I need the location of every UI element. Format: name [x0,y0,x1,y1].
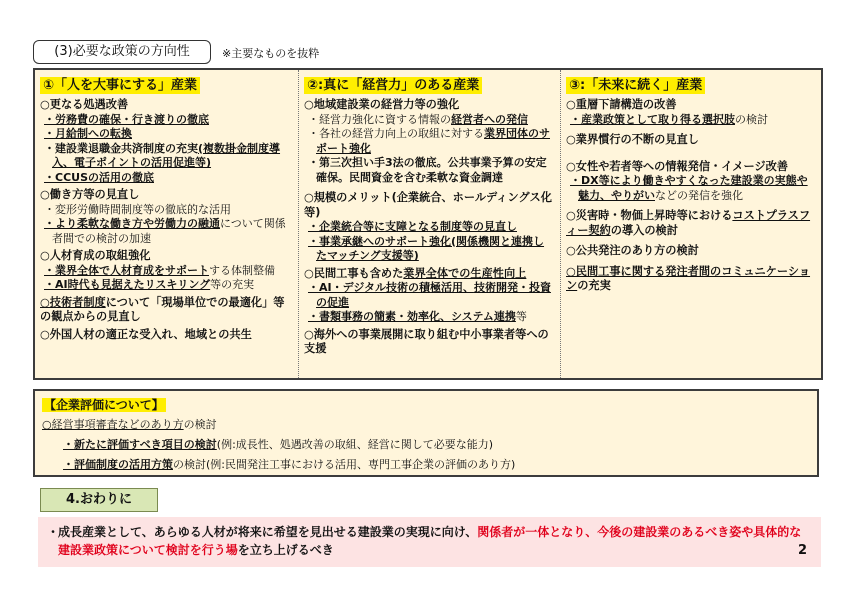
subitem-emphasis: ・業界全体で人材育成をサポート [44,263,209,277]
subitem-emphasis: ・AI・デジタル技術の積極活用、 [308,281,474,294]
subitem-emphasis: ・AI時代も見据えたリスキリング [44,278,211,291]
item-emphasis: コストプラスフィー契約 [566,209,811,237]
subitem-emphasis: ・事業承継へのサポート強化 [308,234,451,248]
list-subitem [40,217,293,246]
subitem-detail: (例:成長性、処遇改善の取組、経営に関して必要な能力) [216,438,494,451]
list-item: ○更なる処遇改善 [40,98,129,111]
evaluation-subitem [63,457,515,473]
list-item [566,209,816,238]
list-subitem: ・労務費の確保・行き渡りの徹底 [44,112,209,126]
list-item: ○規模のメリット(企業統合、ホールディングス化等) [304,191,552,219]
item-emphasis: 業界全体での生産性向上 [403,266,527,280]
column-title: ③:「未来に続く」産業 [566,77,705,94]
subitem-emphasis: ・評価制度の活用方策 [63,458,173,471]
evaluation-item [42,417,217,433]
subitem-emphasis: ・新たに評価すべき項目の検討 [63,438,217,451]
column-management [298,70,560,378]
subitem-detail: する体制整備 [209,263,275,277]
subitem-detail: ・各社の経営力向上の取組に対する [308,127,484,140]
list-subitem [304,281,555,310]
column-future [560,70,821,378]
item-emphasis: ○経営事項審査などのあり方 [42,418,184,431]
list-item: ○公共発注のあり方の検討 [566,244,699,257]
evaluation-title [42,396,166,413]
list-subitem [40,142,293,171]
subitem-detail: などの発信を強化 [655,188,743,202]
list-subitem: ・月給制への転換 [44,127,132,140]
item-detail: について「現場単位での最適化」等の観点からの見直し [40,295,285,323]
closing-text: を立ち上げるべき [237,543,334,557]
section-title: (3)必要な政策の方向性 [33,40,211,64]
list-subitem: ・変形労働時間制度等の徹底的な活用 [44,202,231,216]
closing-statement [38,517,821,567]
list-item: ○外国人材の適正な受入れ、地域との共生 [40,327,252,341]
item-detail: の検討 [183,418,217,431]
list-subitem [304,310,555,325]
bullet: ・ [47,525,60,539]
list-item [304,267,555,282]
list-subitem [566,174,816,203]
list-subitem: ・企業統合等に支障となる制度等の見直し [308,220,517,233]
list-subitem: ・CCUSの活用の徹底 [44,170,154,184]
item-detail: の充実 [577,279,611,292]
item-detail: ○民間工事も含めた [304,266,404,280]
subitem-emphasis: 業界団体のサポート強化 [316,127,550,155]
subitem-detail: の検討(例:民間発注工事における活用、専門工事企業の評価のあり方) [173,458,516,471]
note-text: ※主要なものを抜粋 [222,47,320,60]
subitem-emphasis: ・より柔軟な働き方や労働力の融通 [44,217,220,230]
subitem-detail: の検討 [735,112,768,126]
column-title: ①「人を大事にする」産業 [40,77,200,94]
subitem-detail: (関係機関と連携したマッチング支援等) [316,234,545,262]
closing-section-tag: 4.おわりに [40,488,158,512]
policy-panel [33,68,823,380]
list-subitem [304,127,555,156]
list-subitem: ・第三次担い手3法の徹底。公共事業予算の安定確保。民間資金を含む柔軟な資金調達 [308,156,547,184]
list-subitem [566,113,816,128]
subitem-emphasis: 技術開発・投資の促進 [316,281,551,309]
list-subitem [304,113,555,128]
list-item [566,265,816,294]
list-item: ○海外への事業展開に取り組む中小事業者等への支援 [304,327,549,355]
column-people [35,70,298,378]
evaluation-panel [33,389,819,477]
subitem-detail: ・経営力強化に資する情報の [308,112,451,126]
subitem-detail: 等 [515,310,527,323]
closing-text-emphasis: 関係者が一体となり、今後の建設業のあるべき姿や具体的な建設業政策について検討を行う場 [58,525,802,557]
list-item [40,296,293,325]
subitem-detail: 等の充実 [210,278,255,291]
subitem-detail: (複数掛金制度導入、電子ポイントの活用促進等) [52,141,281,169]
evaluation-subitem [63,437,493,453]
list-subitem [40,278,293,293]
item-detail: ○災害時・物価上昇時等における [566,209,733,222]
closing-text: 成長産業として、あらゆる人材が将来に希望を見出せる建設業の実現に向け、 [58,525,478,539]
subitem-emphasis: ・建設業退職金共済制度の充実 [44,141,198,155]
subitem-emphasis: ・産業政策として取り得る選択肢 [570,112,735,126]
list-subitem [304,235,555,264]
list-item: ○重層下請構造の改善 [566,98,677,111]
item-emphasis: ○民間工事に関する発注者間のコミュニケーション [566,264,811,292]
column-title: ②:真に「経営力」のある産業 [304,77,482,94]
subitem-emphasis: ・DX等により働きやすくなった建設業の実態や魅力、やりがい [570,174,808,202]
subitem-emphasis: システム連携 [451,310,516,323]
list-item: ○業界慣行の不断の見直し [566,133,699,146]
list-item: ○女性や若者等への情報発信・イメージ改善 [566,159,788,173]
list-item: ○働き方等の見直し [40,188,140,201]
list-item: ○地域建設業の経営力等の強化 [304,98,460,111]
list-item: ○人材育成の取組強化 [40,249,151,262]
list-subitem [40,264,293,279]
subitem-detail: について関係者間での検討の加速 [52,217,286,245]
subitem-emphasis: ・書類事務の簡素・効率化、 [308,310,451,323]
evaluation-title-text: 【企業評価について】 [44,398,164,412]
item-detail: の導入の検討 [610,223,678,237]
subitem-emphasis: 経営者への発信 [451,112,528,126]
item-emphasis: ○技術者制度 [40,295,106,309]
page-number: 2 [797,543,807,558]
